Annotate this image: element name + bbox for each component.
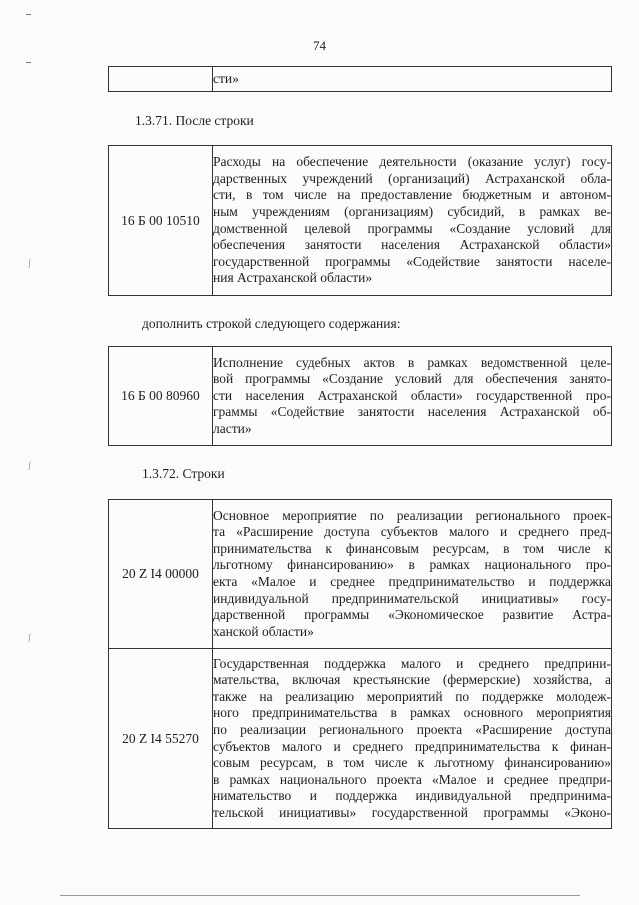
text-line: принимательства к финансовым ресурсам, в том числе к [213, 540, 611, 556]
table-row [109, 649, 612, 829]
supplement-text: дополнить строкой следующего содержания: [142, 316, 401, 331]
margin-mark [26, 14, 31, 15]
description-cell [213, 500, 612, 649]
text-line: сти населения Астраханской области» государственной про- [213, 387, 611, 403]
text-line: граммы «Содействие занятости населения Астраханской об- [213, 404, 611, 420]
margin-mark [26, 62, 31, 63]
text-line: ласти» [213, 420, 252, 436]
code-cell: 20 Z I4 55270 [109, 649, 213, 829]
top-table [108, 66, 612, 92]
text-line: ного предпринимательства в рамках основного мероприятия [213, 705, 611, 721]
text-line: вой программы «Создание условий для обеспечения занято- [213, 371, 611, 387]
text-line: Основное мероприятие по реализации регионального проек- [213, 507, 611, 523]
code-cell [109, 67, 213, 92]
text-line: домственной целевой программы «Создание условий для [213, 220, 611, 236]
text-line: ния Астраханской области» [213, 270, 373, 286]
text-line: сти, в том числе на предоставление бюджетным и автоном- [213, 187, 611, 203]
text-line: сти» [213, 70, 239, 86]
text-line: та «Расширение доступа субъектов малого и среднего пред- [213, 524, 611, 540]
table-row [109, 67, 612, 92]
code-cell: 16 Б 00 80960 [109, 347, 213, 446]
text-line: дарственной программы «Экономическое развитие Астра- [213, 607, 611, 623]
table-row [109, 146, 612, 296]
text-line: индивидуальной предпринимательской инициативы» госу- [213, 590, 611, 606]
text-line: Расходы на обеспечение деятельности (оказание услуг) госу- [213, 154, 611, 170]
code-cell: 16 Б 00 10510 [109, 146, 213, 296]
table-1 [108, 145, 612, 296]
text-line: льготному финансированию» в рамках национального про- [213, 557, 611, 573]
margin-tick: ʃ [28, 460, 31, 470]
table-3 [108, 499, 612, 829]
description-cell [213, 67, 612, 92]
text-line: дарственных учреждений (организаций) Астраханской обла- [213, 170, 611, 186]
page-bottom-edge [60, 895, 580, 896]
page-number: 74 [313, 38, 326, 53]
text-line: Исполнение судебных актов в рамках ведомственной целе- [213, 354, 611, 370]
section-heading-1: 1.3.71. После строки [135, 113, 254, 128]
text-line: ханской области» [213, 623, 314, 639]
text-line: нимательство и поддержка индивидуальной предпринима- [213, 788, 611, 804]
margin-tick: ʃ [28, 632, 31, 642]
table-row [109, 347, 612, 446]
text-line: также на реализацию мероприятий по поддержке молодеж- [213, 688, 611, 704]
code-cell: 20 Z I4 00000 [109, 500, 213, 649]
text-line: екта «Малое и среднее предпринимательство и поддержка [213, 574, 611, 589]
table-row [109, 500, 612, 649]
text-line: субъектов малого и среднего предпринимательства к финан- [213, 738, 611, 754]
description-cell [213, 649, 612, 829]
text-line: государственной программы «Содействие занятости населе- [213, 253, 611, 269]
text-line: Государственная поддержка малого и среднего предприни- [213, 655, 611, 671]
description-cell [213, 146, 612, 296]
table-2 [108, 346, 612, 446]
text-line: ным учреждениям (организациям) субсидий, в рамках ве- [213, 203, 611, 219]
margin-tick: ʃ [28, 258, 31, 268]
section-heading-2: 1.3.72. Строки [142, 466, 225, 481]
text-line: тельской инициативы» государственной программы «Эконо- [213, 804, 611, 820]
text-line: совым ресурсам, в том числе к льготному финансированию» [213, 755, 611, 771]
text-line: мательства, включая крестьянские (фермерские) хозяйства, а [213, 672, 611, 688]
text-line: обеспечения занятости населения Астраханской области» [213, 237, 611, 253]
text-line: по реализации регионального проекта «Расширение доступа [213, 721, 611, 737]
text-line: в рамках национального проекта «Малое и среднее предпри- [213, 771, 611, 787]
description-cell [213, 347, 612, 446]
